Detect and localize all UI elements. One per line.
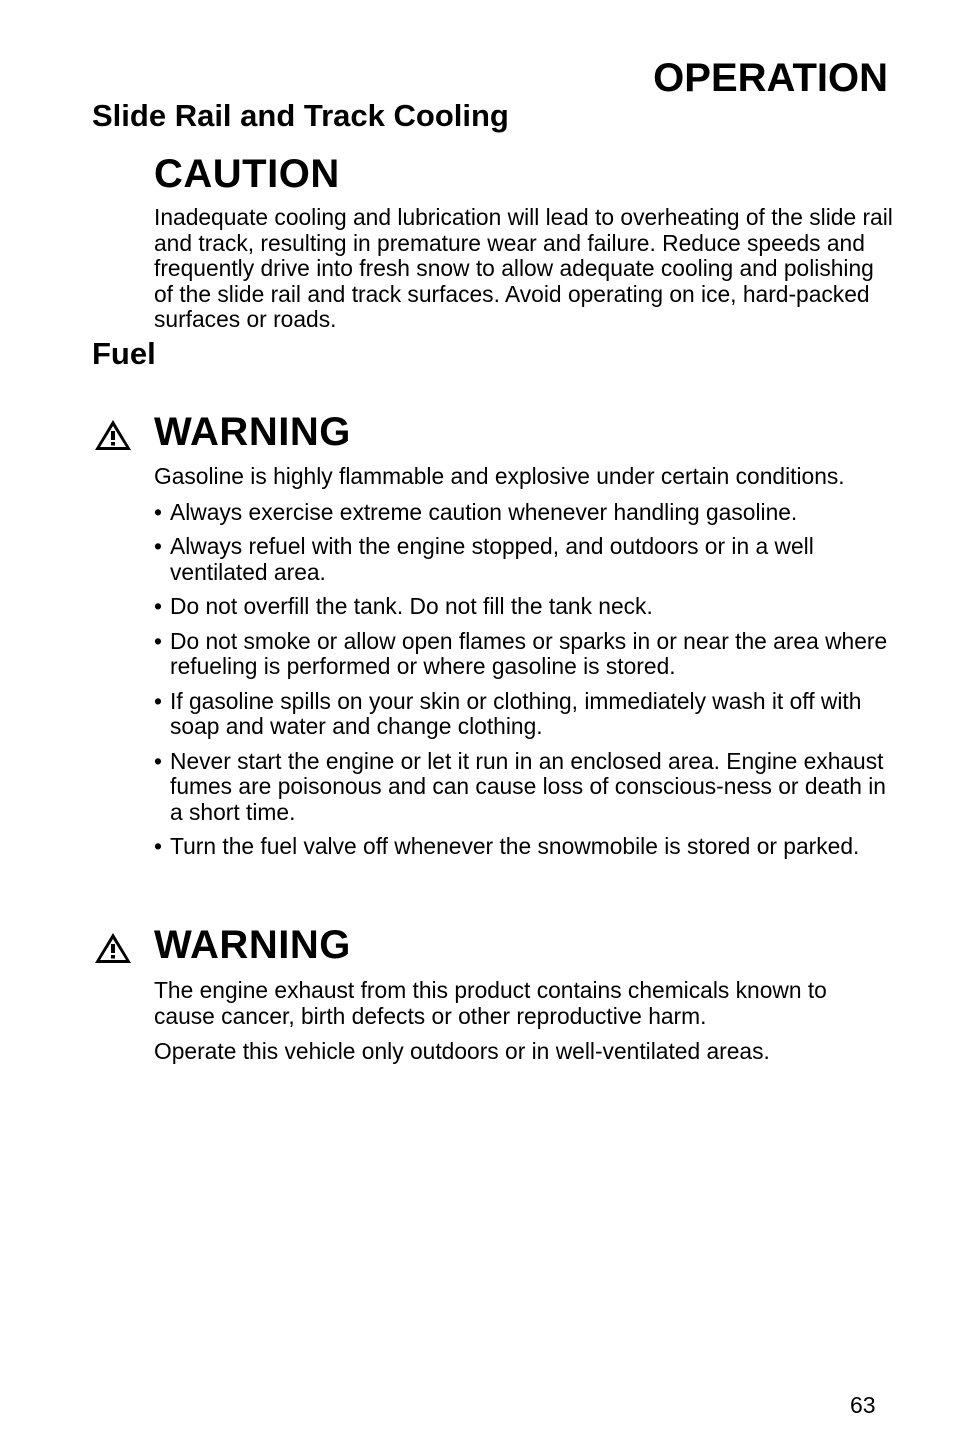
- warning-intro: Gasoline is highly flammable and explosive under certain conditions.: [154, 463, 845, 489]
- caution-label: CAUTION: [154, 152, 340, 196]
- fuel-heading: Fuel: [92, 336, 156, 371]
- warning-triangle-icon: [93, 418, 133, 452]
- page-number: 63: [850, 1392, 876, 1418]
- warning-label: WARNING: [154, 923, 351, 967]
- bullet-item: • Never start the engine or let it run in an enclosed area. Engine exhaust fumes are poisonous and can cause loss of conscious-ness or death in a short time.: [154, 749, 894, 826]
- warning-label: WARNING: [154, 410, 351, 454]
- warning-bullet-list: [154, 500, 894, 860]
- bullet-item: • If gasoline spills on your skin or clothing, immediately wash it off with soap and water and change clothing.: [154, 689, 894, 740]
- section-title: OPERATION: [653, 56, 888, 100]
- bullet-item: • Do not overfill the tank. Do not fill the tank neck.: [154, 594, 894, 620]
- bullet-item: • Turn the fuel valve off whenever the snowmobile is stored or parked.: [154, 834, 894, 860]
- bullet-item: • Do not smoke or allow open flames or sparks in or near the area where refueling is performed or where gasoline is stored.: [154, 629, 894, 680]
- bullet-item: • Always exercise extreme caution whenever handling gasoline.: [154, 500, 894, 526]
- slide-rail-heading: Slide Rail and Track Cooling: [92, 98, 509, 133]
- caution-text: Inadequate cooling and lubrication will lead to overheating of the slide rail and track, resulting in premature wear and failure. Reduce speeds and frequently drive into fresh snow to allow adequate cooling and polishing of the slide rail and track surfaces. Avoid operating on ice, hard-packed surfaces or roads.: [154, 204, 893, 332]
- warning-paragraph: Operate this vehicle only outdoors or in well-ventilated areas.: [154, 1038, 770, 1064]
- bullet-item: • Always refuel with the engine stopped, and outdoors or in a well ventilated area.: [154, 534, 894, 585]
- warning-paragraph: The engine exhaust from this product contains chemicals known to cause cancer, birth defects or other reproductive harm.: [154, 977, 827, 1029]
- warning-triangle-icon: [93, 931, 133, 965]
